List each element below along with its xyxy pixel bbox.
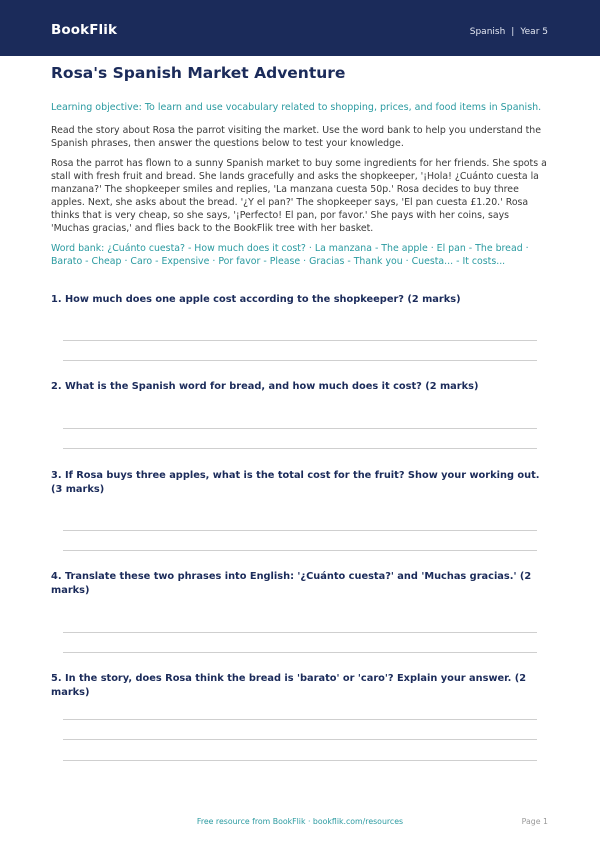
question-5: 5. In the story, does Rosa think the bread is 'barato' or 'caro'? Explain your answer. (2 marks): [51, 673, 527, 698]
page-title: Rosa's Spanish Market Adventure: [51, 64, 346, 82]
answer-line[interactable]: [63, 719, 537, 720]
header-meta: [470, 27, 548, 37]
answer-line[interactable]: [63, 550, 537, 551]
question-1: 1. How much does one apple cost according to the shopkeeper? (2 marks): [51, 294, 461, 305]
brand-logo-text: BookFlik: [51, 22, 118, 38]
meta-separator: |: [511, 27, 515, 37]
subject-label: Spanish: [469, 27, 506, 37]
answer-line[interactable]: [63, 448, 537, 449]
word-bank: Word bank: ¿Cuánto cuesta? - How much does it cost? · La manzana - The apple · El pan - The bread · Barato - Cheap · Caro - Expensive · Por favor - Please · Gracias - Thank you · Cuesta... - It costs...: [51, 243, 529, 267]
question-4: 4. Translate these two phrases into English: '¿Cuánto cuesta?' and 'Muchas gracias.' (2 marks): [51, 571, 532, 596]
year-label: Year 5: [520, 27, 548, 37]
answer-line[interactable]: [63, 739, 537, 740]
answer-line[interactable]: [63, 340, 537, 341]
answer-line[interactable]: [63, 760, 537, 761]
answer-line[interactable]: [63, 428, 537, 429]
answer-line[interactable]: [63, 652, 537, 653]
answer-line[interactable]: [63, 632, 537, 633]
page-number: Page 1: [521, 817, 548, 826]
question-2: 2. What is the Spanish word for bread, and how much does it cost? (2 marks): [51, 381, 479, 392]
page-header: [0, 0, 600, 56]
question-3: 3. If Rosa buys three apples, what is the total cost for the fruit? Show your working out. (3 marks): [51, 470, 540, 495]
answer-line[interactable]: [63, 360, 537, 361]
story-paragraph: Rosa the parrot has flown to a sunny Spanish market to buy some ingredients for her friends. She spots a stall with fresh fruit and bread. She lands gracefully and asks the shopkeeper, '¡Hola! ¿Cuánto cuesta la manzana?' The shopkeeper smiles and replies, 'La manzana cuesta 50p.' Rosa decides to buy three apples. Next, she asks about the bread. '¿Y el pan?' The shopkeeper says, 'El pan cuesta £1.20.' Rosa thinks that is very cheap, so she says, '¡Perfecto! El pan, por favor.' She pays with her coins, says 'Muchas gracias,' and flies back to the BookFlik tree with her basket.: [51, 158, 547, 234]
instructions-paragraph: Read the story about Rosa the parrot visiting the market. Use the word bank to help you understand the Spanish phrases, then answer the questions below to test your knowledge.: [51, 125, 542, 149]
answer-line[interactable]: [63, 530, 537, 531]
footer-credit: Free resource from BookFlik · bookflik.com/resources: [196, 817, 404, 826]
worksheet-body: [51, 64, 547, 268]
learning-objective: Learning objective: To learn and use vocabulary related to shopping, prices, and food items in Spanish.: [51, 102, 542, 113]
